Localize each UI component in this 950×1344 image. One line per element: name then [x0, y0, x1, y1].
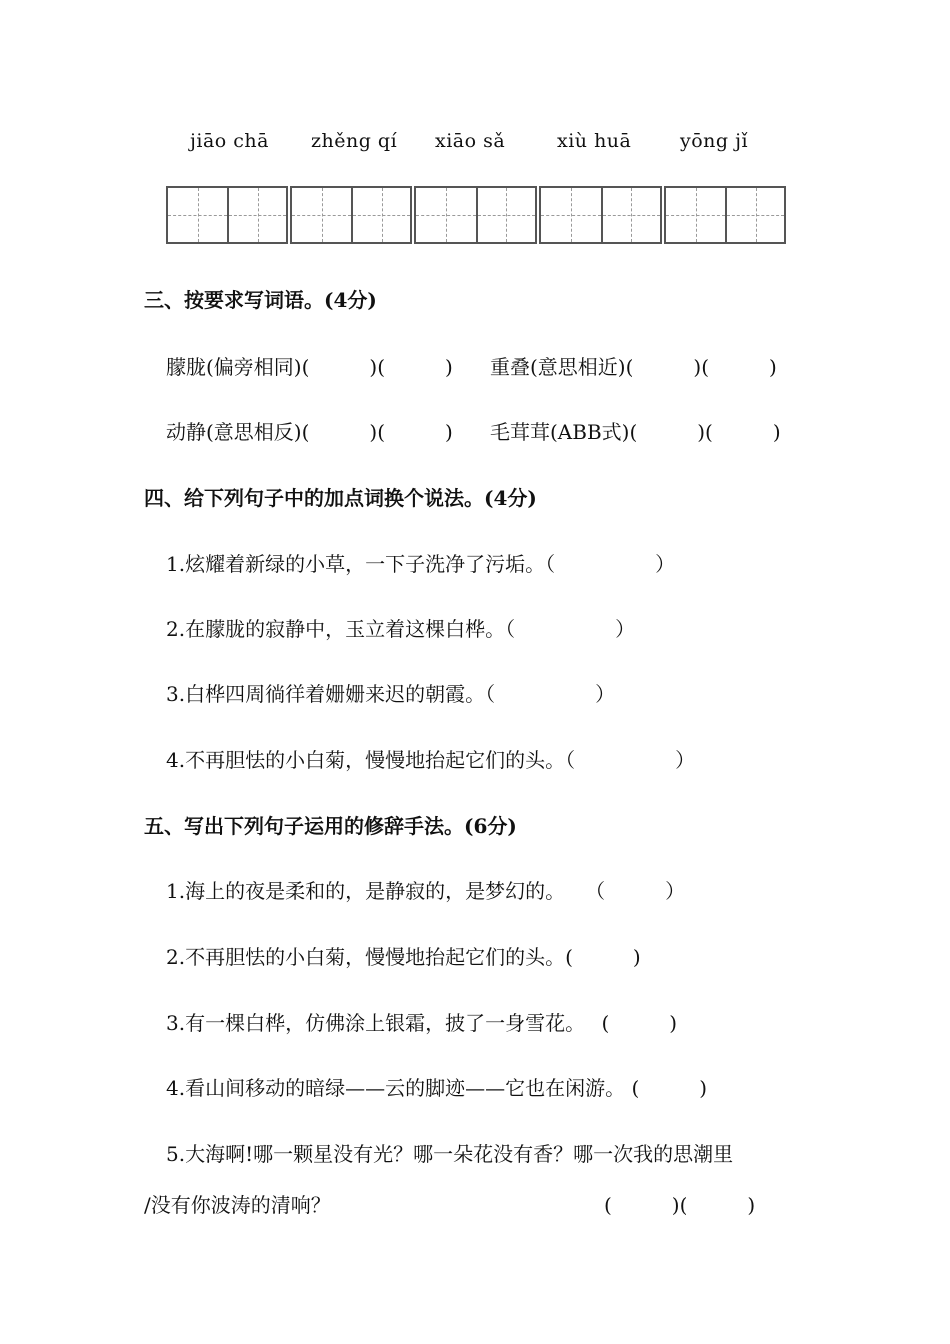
section-3-row2-left: 动静(意思相反)( )( )	[166, 420, 453, 444]
section-3-row1-left: 朦胧(偏旁相同)( )( )	[166, 355, 453, 379]
pinyin-3: xiāo sǎ	[435, 130, 506, 152]
section-3-row2-right: 毛茸茸(ABB式)( )( )	[490, 420, 781, 444]
section-5-item-4: 4.看山间移动的暗绿——云的脚迹——它也在闲游。 ( )	[166, 1076, 708, 1100]
section-5-item-5-line1: 5.大海啊!哪一颗星没有光？哪一朵花没有香？哪一次我的思潮里	[166, 1142, 734, 1166]
section-4-item-3: 3.白桦四周徜徉着姗姗来迟的朝霞。（ ）	[166, 682, 616, 706]
pinyin-1: jiāo chā	[190, 130, 269, 152]
section-4-item-4: 4.不再胆怯的小白菊，慢慢地抬起它们的头。（ ）	[166, 748, 696, 772]
section-5-item-3: 3.有一棵白桦，仿佛涂上银霜，披了一身雪花。 ( )	[166, 1011, 678, 1035]
pinyin-4: xiù huā	[557, 130, 632, 152]
section-5-item-2: 2.不再胆怯的小白菊，慢慢地抬起它们的头。( )	[166, 945, 641, 969]
section-4-item-2: 2.在朦胧的寂静中，玉立着这棵白桦。（ ）	[166, 617, 636, 641]
writing-grid-4[interactable]	[539, 186, 662, 244]
writing-grid-2[interactable]	[290, 186, 412, 244]
section-5-item-5-line2: /没有你波涛的清响？	[144, 1193, 331, 1217]
pinyin-2: zhěng qí	[311, 130, 398, 152]
section-4-item-1: 1.炫耀着新绿的小草，一下子洗净了污垢。（ ）	[166, 552, 676, 576]
section-4-heading: 四、给下列句子中的加点词换个说法。(4分)	[144, 486, 537, 510]
section-5-item-5-answer: ( )( )	[604, 1193, 756, 1217]
writing-grid-5[interactable]	[664, 186, 786, 244]
section-3-row1-right: 重叠(意思相近)( )( )	[490, 355, 777, 379]
pinyin-5: yōng jǐ	[680, 130, 749, 152]
writing-grid-1[interactable]	[166, 186, 288, 244]
section-5-item-1: 1.海上的夜是柔和的，是静寂的，是梦幻的。 （ ）	[166, 879, 686, 903]
writing-grid-3[interactable]	[414, 186, 537, 244]
section-3-heading: 三、按要求写词语。(4分)	[144, 288, 377, 312]
section-5-heading: 五、写出下列句子运用的修辞手法。(6分)	[144, 814, 517, 838]
